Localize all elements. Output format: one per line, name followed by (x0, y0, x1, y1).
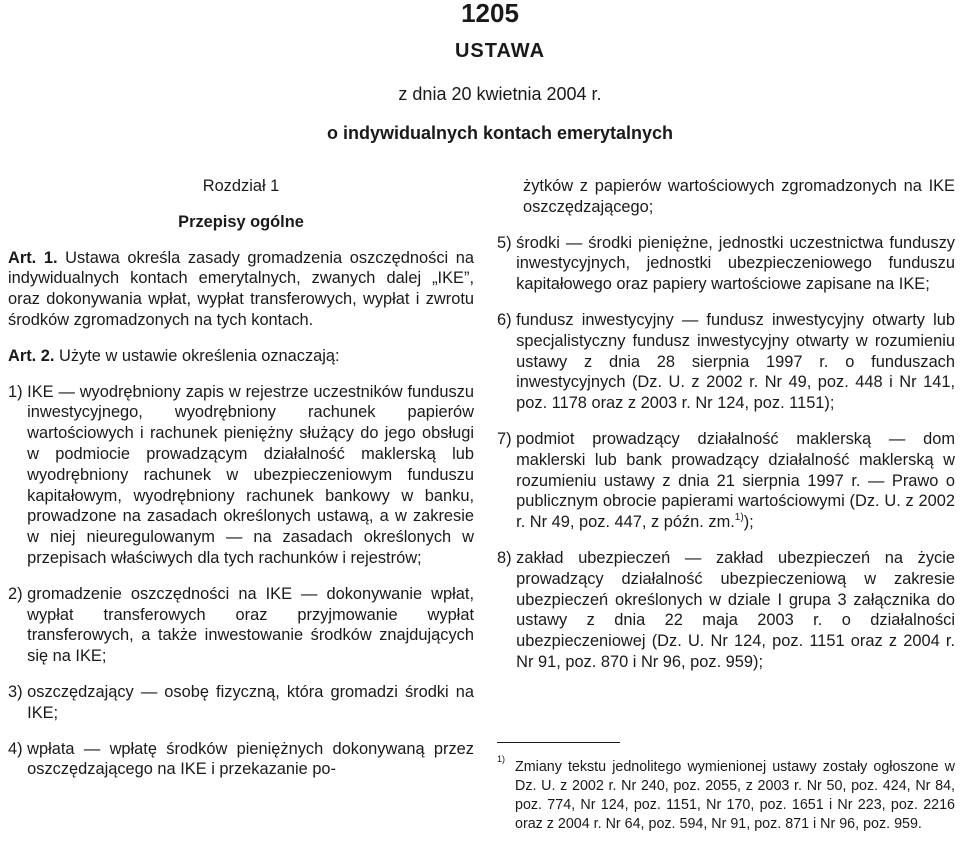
definition-4-continuation: żytków z papierów wartościowych zgromadzonych na IKE oszczędzającego; (523, 177, 955, 216)
footnote-separator (497, 742, 620, 743)
article-1-label: Art. 1. (8, 248, 58, 267)
definitions-list (8, 382, 474, 781)
definition-7-text: podmiot prowadzący działalność maklerską — dom maklerski lub bank prowadzący działalność maklerską w rozumieniu ustawy z dnia 21 sierpnia 1997 r. — Prawo o publicznym obrocie papierami wartościowymi (Dz. U. z 2002 r. Nr 49, poz. 447, z późn. zm. (516, 429, 955, 532)
definition-item (8, 682, 474, 724)
definition-text: fundusz inwestycyjny — fundusz inwestycyjny otwarty lub specjalistyczny fundusz inwestycyjny otwarty w rozumieniu ustawy z dnia 28 sierpnia 1997 r. o funduszach inwestycyjnych (Dz. U. z 2002 r. Nr 49, poz. 448 i Nr 141, poz. 1178 oraz z 2003 r. Nr 124, poz. 1151); (516, 310, 955, 413)
chapter-number: Rozdział 1 (202, 177, 280, 195)
chapter-title: Przepisy ogólne (178, 212, 304, 231)
article-2-text: Użyte w ustawie określenia oznaczają: (54, 346, 340, 365)
article-1 (8, 248, 474, 331)
definitions-list-continued (497, 233, 955, 673)
definition-text: środki — środki pieniężne, jednostki uczestnictwa funduszy inwestycyjnych, jednostki ubezpieczeniowego funduszu kapitałowego oraz papiery wartościowe zapisane na IKE; (516, 233, 955, 294)
definition-item (497, 233, 955, 295)
definition-text: IKE — wyodrębniony zapis w rejestrze uczestników funduszu inwestycyjnego, wyodrębniony rachunek papierów wartościowych i rachunek pieniężny służący do jego obsługi w podmiocie prowadzącym działalność maklerską lub wyodrębniony rachunek w ubezpieczeniowym funduszu kapitałowym, wyodrębniony rachunek bankowy w banku, prowadzone na zasadach określonych ustawą, a w zakresie w niej nieuregulowanym — na zasadach określonych w przepisach właściwych dla tych rachunków i rejestrów; (27, 382, 474, 567)
article-1-text: Ustawa określa zasady gromadzenia oszczędności na indywidualnych kontach emerytalnych, zwanych dalej „IKE”, oraz dokonywania wpłat, wypłat transferowych, wypłat i zwrotu środków zgromadzonych na tych kontach. (8, 248, 474, 329)
definition-number: 8) (497, 548, 517, 567)
act-type-heading: USTAWA (454, 40, 546, 62)
definition-text: gromadzenie oszczędności na IKE — dokonywanie wpłat, wypłat transferowych oraz przyjmowanie wypłat transferowych, a także inwestowanie środków znajdujących się na IKE; (27, 584, 474, 666)
definition-number: 7) (497, 429, 517, 448)
definition-text: zakład ubezpieczeń — zakład ubezpieczeń na życie prowadzący działalność ubezpieczeniową w zakresie ubezpieczeń określonych w dziale I grupa 3 załącznika do ustawy z dnia 22 maja 2003 r. o działalności ubezpieczeniowej (Dz. U. Nr 124, poz. 1151 oraz z 2004 r. Nr 91, poz. 870 i Nr 96, poz. 959); (516, 548, 955, 671)
footnote-text: Zmiany tekstu jednolitego wymienionej ustawy zostały ogłoszone w Dz. U. z 2002 r. Nr 240, poz. 2055, z 2003 r. Nr 50, poz. 424, Nr 84, poz. 774, Nr 124, poz. 1151, Nr 170, poz. 1651 i Nr 223, poz. 2216 oraz z 2004 r. Nr 64, poz. 594, Nr 91, poz. 871 i Nr 96, poz. 959. (515, 759, 955, 832)
act-title: o indywidualnych kontach emerytalnych (326, 123, 674, 143)
definition-item (497, 429, 955, 533)
right-column (497, 176, 955, 688)
definition-7-closing: ); (743, 513, 754, 532)
definition-text (516, 429, 955, 533)
definition-item (497, 548, 955, 673)
footnote (497, 754, 955, 834)
definition-number: 1) (8, 382, 28, 401)
definition-text: oszczędzający — osobę fizyczną, która gromadzi środki na IKE; (27, 682, 474, 722)
act-date: z dnia 20 kwietnia 2004 r. (398, 84, 602, 104)
definition-item (497, 310, 955, 414)
footnote-mark-number: 1) (497, 754, 506, 765)
definition-number: 2) (8, 584, 28, 603)
definition-item (8, 382, 474, 569)
definition-number: 4) (8, 739, 28, 758)
definition-text: wpłata — wpłatę środków pieniężnych dokonywaną przez oszczędzającego na IKE i przekazanie po- (27, 739, 474, 779)
definition-number: 6) (497, 310, 517, 329)
left-column (8, 176, 474, 795)
definition-item (8, 739, 474, 781)
article-2 (8, 346, 474, 367)
entry-number: 1205 (461, 0, 519, 28)
definition-number: 5) (497, 233, 517, 252)
definition-item (8, 584, 474, 667)
definition-number: 3) (8, 682, 28, 701)
article-2-label: Art. 2. (8, 346, 55, 365)
footnote-mark (497, 754, 515, 834)
footnote-reference: 1) (734, 511, 744, 523)
